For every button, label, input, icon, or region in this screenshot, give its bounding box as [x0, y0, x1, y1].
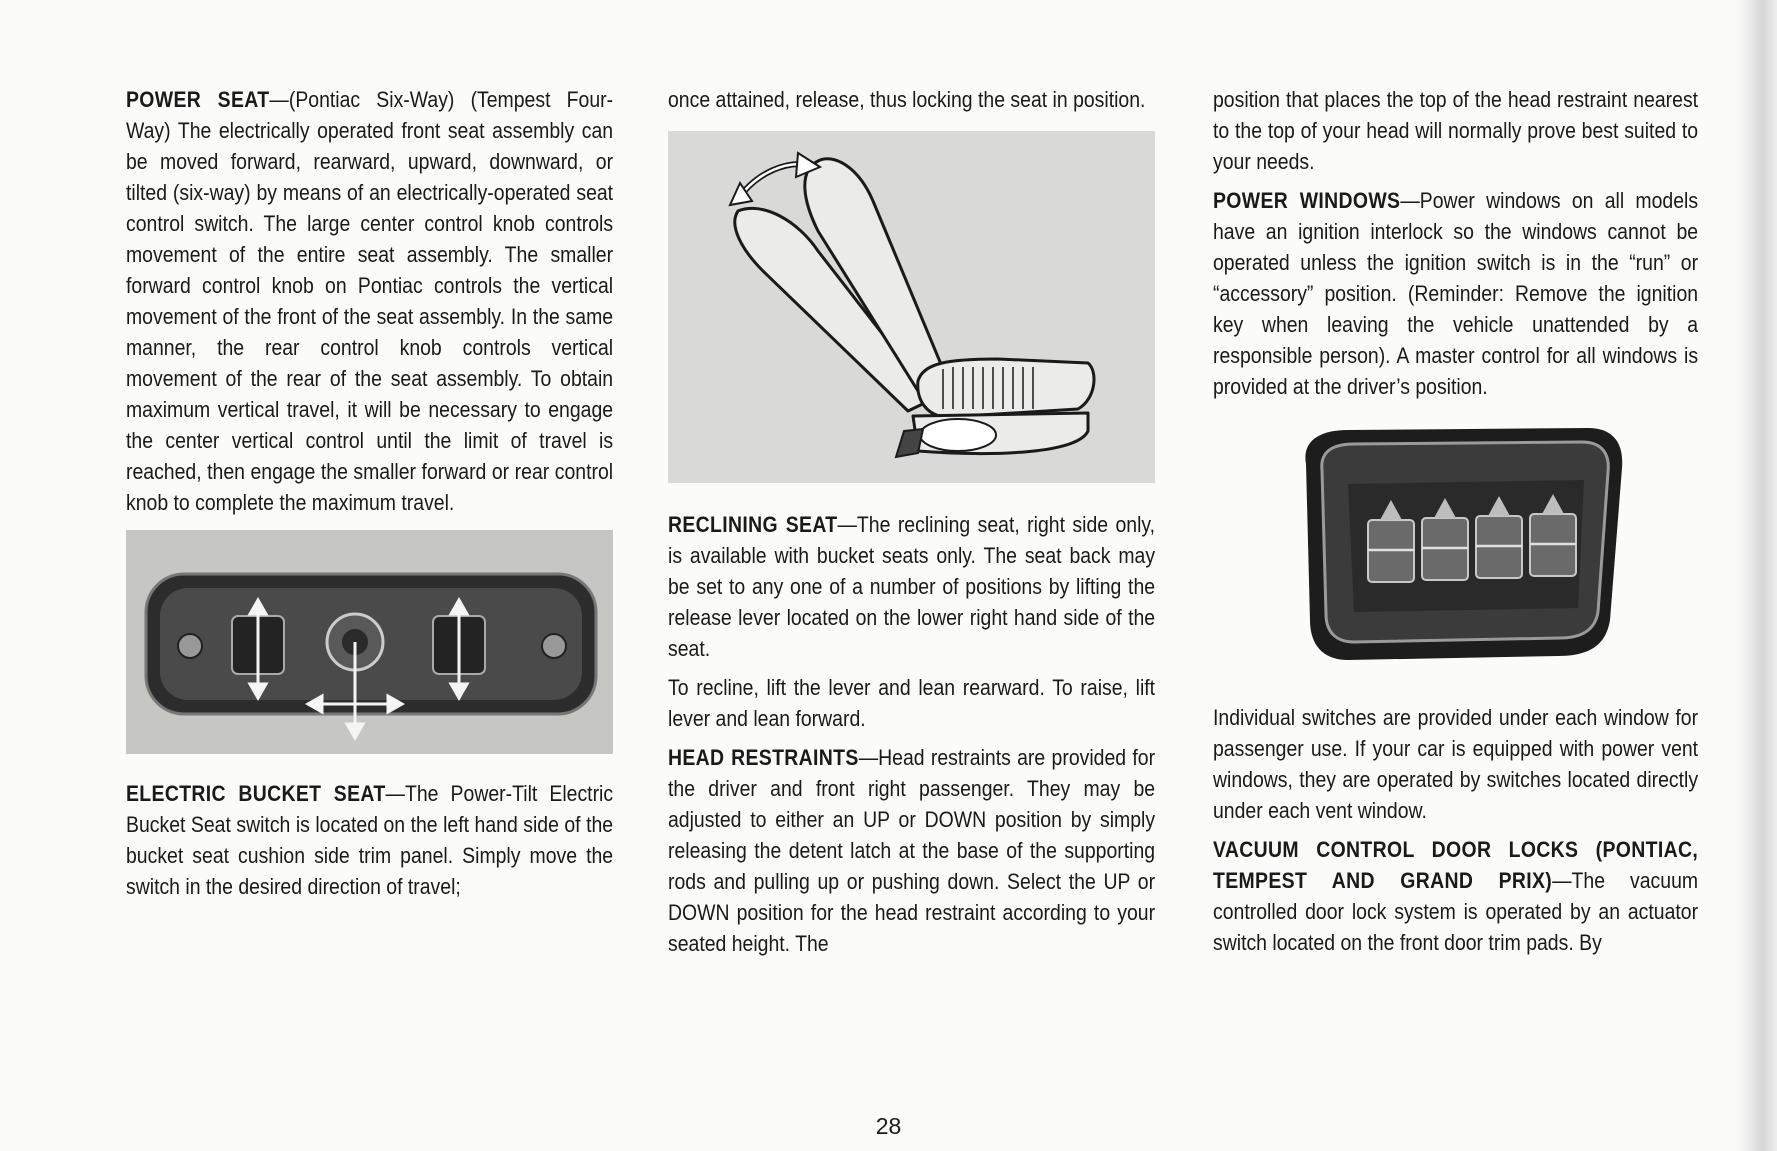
- recline-instructions-paragraph: To recline, lift the lever and lean rearward. To raise, lift lever and lean forward.: [668, 675, 1156, 731]
- head-restraints-paragraph: HEAD RESTRAINTS—Head restraints are provided for the driver and front right passenger. They may be adjusted to either an UP or DOWN position by simply releasing the detent latch at the base of the supporting rods and pulling up or pushing down. Select the UP or DOWN position for the head restraint according to your seated height. The: [668, 745, 1156, 956]
- power-seat-paragraph: POWER SEAT—(Pontiac Six-Way) (Tempest Four-Way) The electrically operated front seat assembly can be moved forward, rearward, upward, downward, or tilted (six-way) by means of an electrically-operated seat control switch. The large center control knob controls movement of the entire seat assembly. The smaller forward control knob on Pontiac controls the vertical movement of the front of the seat assembly. In the same manner, the rear control knob controls vertical movement of the rear of the seat assembly. To obtain maximum vertical travel, it will be necessary to engage the center vertical control until the limit of travel is reached, then engage the smaller forward or rear control knob to complete the maximum travel.: [126, 87, 614, 515]
- power-seat-heading: POWER SEAT: [126, 87, 270, 112]
- electric-bucket-seat-heading: ELECTRIC BUCKET SEAT: [126, 781, 386, 806]
- power-windows-paragraph: POWER WINDOWS—Power windows on all models have an ignition interlock so the windows cannot be operated unless the ignition switch is in the “run” or “accessory” position. (Reminder: Remove the ignition key when leaving the vehicle unattended by a responsible person). A master control for all windows is provided at the driver’s position.: [1213, 188, 1699, 399]
- column-left: [126, 84, 613, 910]
- vacuum-door-locks-paragraph: VACUUM CONTROL DOOR LOCKS (PONTIAC, TEMPEST AND GRAND PRIX)—The vacuum controlled door lock system is operated by an actuator switch located on the front door trim pads. By: [1213, 837, 1699, 955]
- column-middle: [668, 84, 1155, 967]
- window-master-switch-photo: [1288, 424, 1628, 668]
- page-number: 28: [875, 1113, 902, 1139]
- individual-switches-paragraph: Individual switches are provided under each window for passenger use. If your car is equipped with power vent windows, they are operated by switches located directly under each vent window.: [1213, 705, 1699, 823]
- power-windows-heading: POWER WINDOWS: [1213, 188, 1401, 213]
- head-restraints-heading: HEAD RESTRAINTS: [668, 745, 859, 770]
- reclining-seat-illustration: [668, 131, 1155, 483]
- vacuum-door-locks-heading: VACUUM CONTROL DOOR LOCKS (PONTIAC, TEMPEST AND GRAND PRIX): [1213, 837, 1699, 893]
- head-restraint-position-paragraph: position that places the top of the head restraint nearest to the top of your head will normally prove best suited to your needs.: [1213, 87, 1699, 174]
- reclining-seat-heading: RECLINING SEAT: [668, 512, 838, 537]
- column-right: [1213, 84, 1698, 966]
- reclining-seat-paragraph: RECLINING SEAT—The reclining seat, right side only, is available with bucket seats only. The seat back may be set to any one of a number of positions by lifting the release lever located on the lower right hand side of the seat.: [668, 512, 1156, 661]
- seat-control-switch-photo: [126, 530, 613, 754]
- electric-bucket-seat-paragraph: ELECTRIC BUCKET SEAT—The Power-Tilt Electric Bucket Seat switch is located on the left hand side of the bucket seat cushion side trim panel. Simply move the switch in the desired direction of travel;: [126, 781, 614, 899]
- page-edge-shadow: [1737, 0, 1777, 1151]
- seat-lock-paragraph: once attained, release, thus locking the seat in position.: [668, 87, 1146, 112]
